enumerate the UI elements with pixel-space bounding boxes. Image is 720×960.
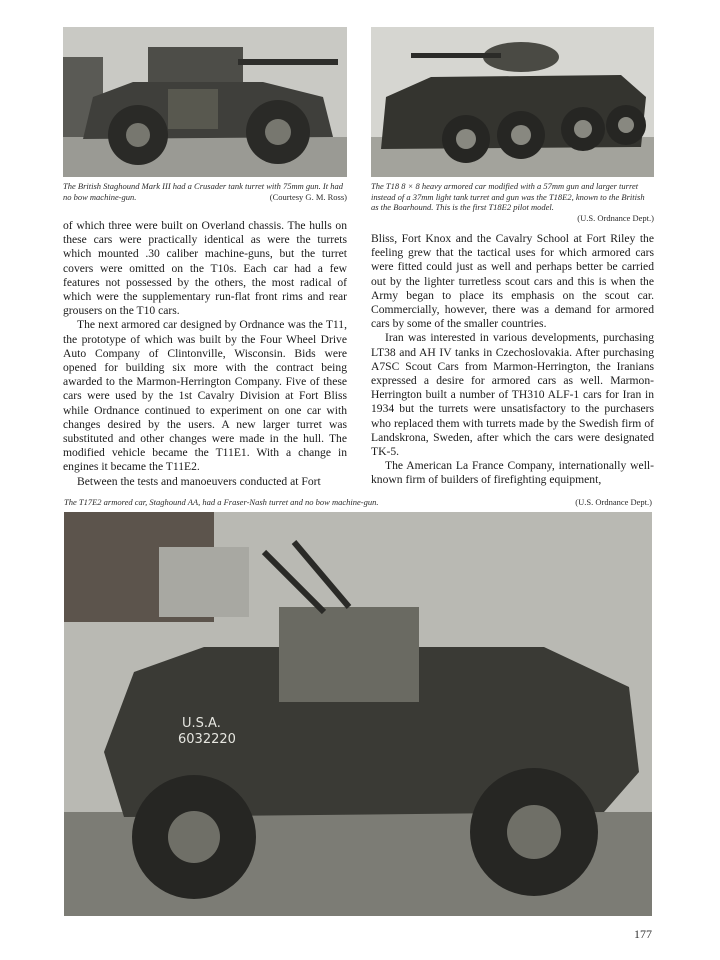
caption-t18e2-boarhound: [371, 181, 654, 223]
caption-text: The T17E2 armored car, Staghound AA, had a Fraser-Nash turret and no bow machine-gun.: [64, 497, 379, 507]
photo-credit: (U.S. Ordnance Dept.): [577, 212, 654, 223]
paragraph: Bliss, Fort Knox and the Cavalry School at Fort Riley the feeling grew that the tactical uses for which armored cars were fitted could just as well and perhaps better be carried out by the lighter turretless scout cars and this is when the Army began to place its emphasis on the scout car. Commercially, however, there was a demand for armored cars by some of the smaller countries.: [371, 232, 654, 331]
paragraph: The American La France Company, internationally well-known firm of builders of firefighting equipment,: [371, 459, 654, 487]
photo-t17e2-staghound-aa: [64, 512, 652, 916]
body-text-left-column: [63, 219, 347, 489]
photo-credit: (U.S. Ordnance Dept.): [575, 497, 652, 507]
paragraph: The next armored car designed by Ordnance was the T11, the prototype of which was built by the Four Wheel Drive Auto Company of Clintonville, Wisconsin. Bids were opened for building six more with the contract being awarded to the Marmon-Herrington Company. Five of these cars were used by the 1st Cavalry Division at Fort Bliss while Ordnance continued to experiment on one car with changes desired by the users. A new larger turret was substituted and other changes were made in the hull. The modified vehicle became the T11E1. With a change in engines it became the T11E2.: [63, 318, 347, 474]
armored-car-illustration: [63, 27, 347, 177]
caption-staghound-mark-iii: [63, 181, 347, 202]
armored-car-illustration: [64, 512, 652, 916]
paragraph: Iran was interested in various developments, purchasing LT38 and AH IV tanks in Czechoslovakia. After purchasing A7SC Scout Cars from Marmon-Herrington, the Iranians expressed a desire for armored cars as well. Marmon-Herrington built a number of TH310 ALF-1 cars for Iran in 1934 but the turrets were unsatisfactory to the purchasers who replaced them with turrets made by the Swedish firm of Landskrona, Sweden, after which the cars were designated TK-5.: [371, 331, 654, 459]
photo-credit: (Courtesy G. M. Ross): [269, 191, 347, 202]
vehicle-marking-number: 6032220: [178, 732, 236, 747]
page-number: 177: [634, 927, 652, 941]
paragraph: of which three were built on Overland chassis. The hulls on these cars were practically identical as were the turrets which mounted .30 caliber machine-guns, but the turret covers were omitted on the T10s. Each car had a few features not possessed by the others, the most radical of which were the supplementary run-flat front rims and rear grousers on the T10 cars.: [63, 219, 347, 318]
photo-t18e2-boarhound: [371, 27, 654, 177]
photo-staghound-mark-iii: [63, 27, 347, 177]
body-text-right-column: [371, 232, 654, 488]
paragraph: Between the tests and manoeuvers conducted at Fort: [77, 474, 321, 488]
armored-car-illustration: [371, 27, 654, 177]
caption-t17e2-staghound-aa: [64, 497, 652, 508]
vehicle-marking-usa: U.S.A.: [182, 716, 221, 731]
caption-text: The British Staghound Mark III had a Crusader tank turret with 75mm gun. It had no bow machine-gun.: [63, 181, 343, 202]
caption-text: The T18 8 × 8 heavy armored car modified with a 57mm gun and larger turret instead of a 37mm light tank turret and gun was the T18E2, known to the British as the Boarhound. This is the first T18E2 pilot model.: [371, 181, 645, 212]
